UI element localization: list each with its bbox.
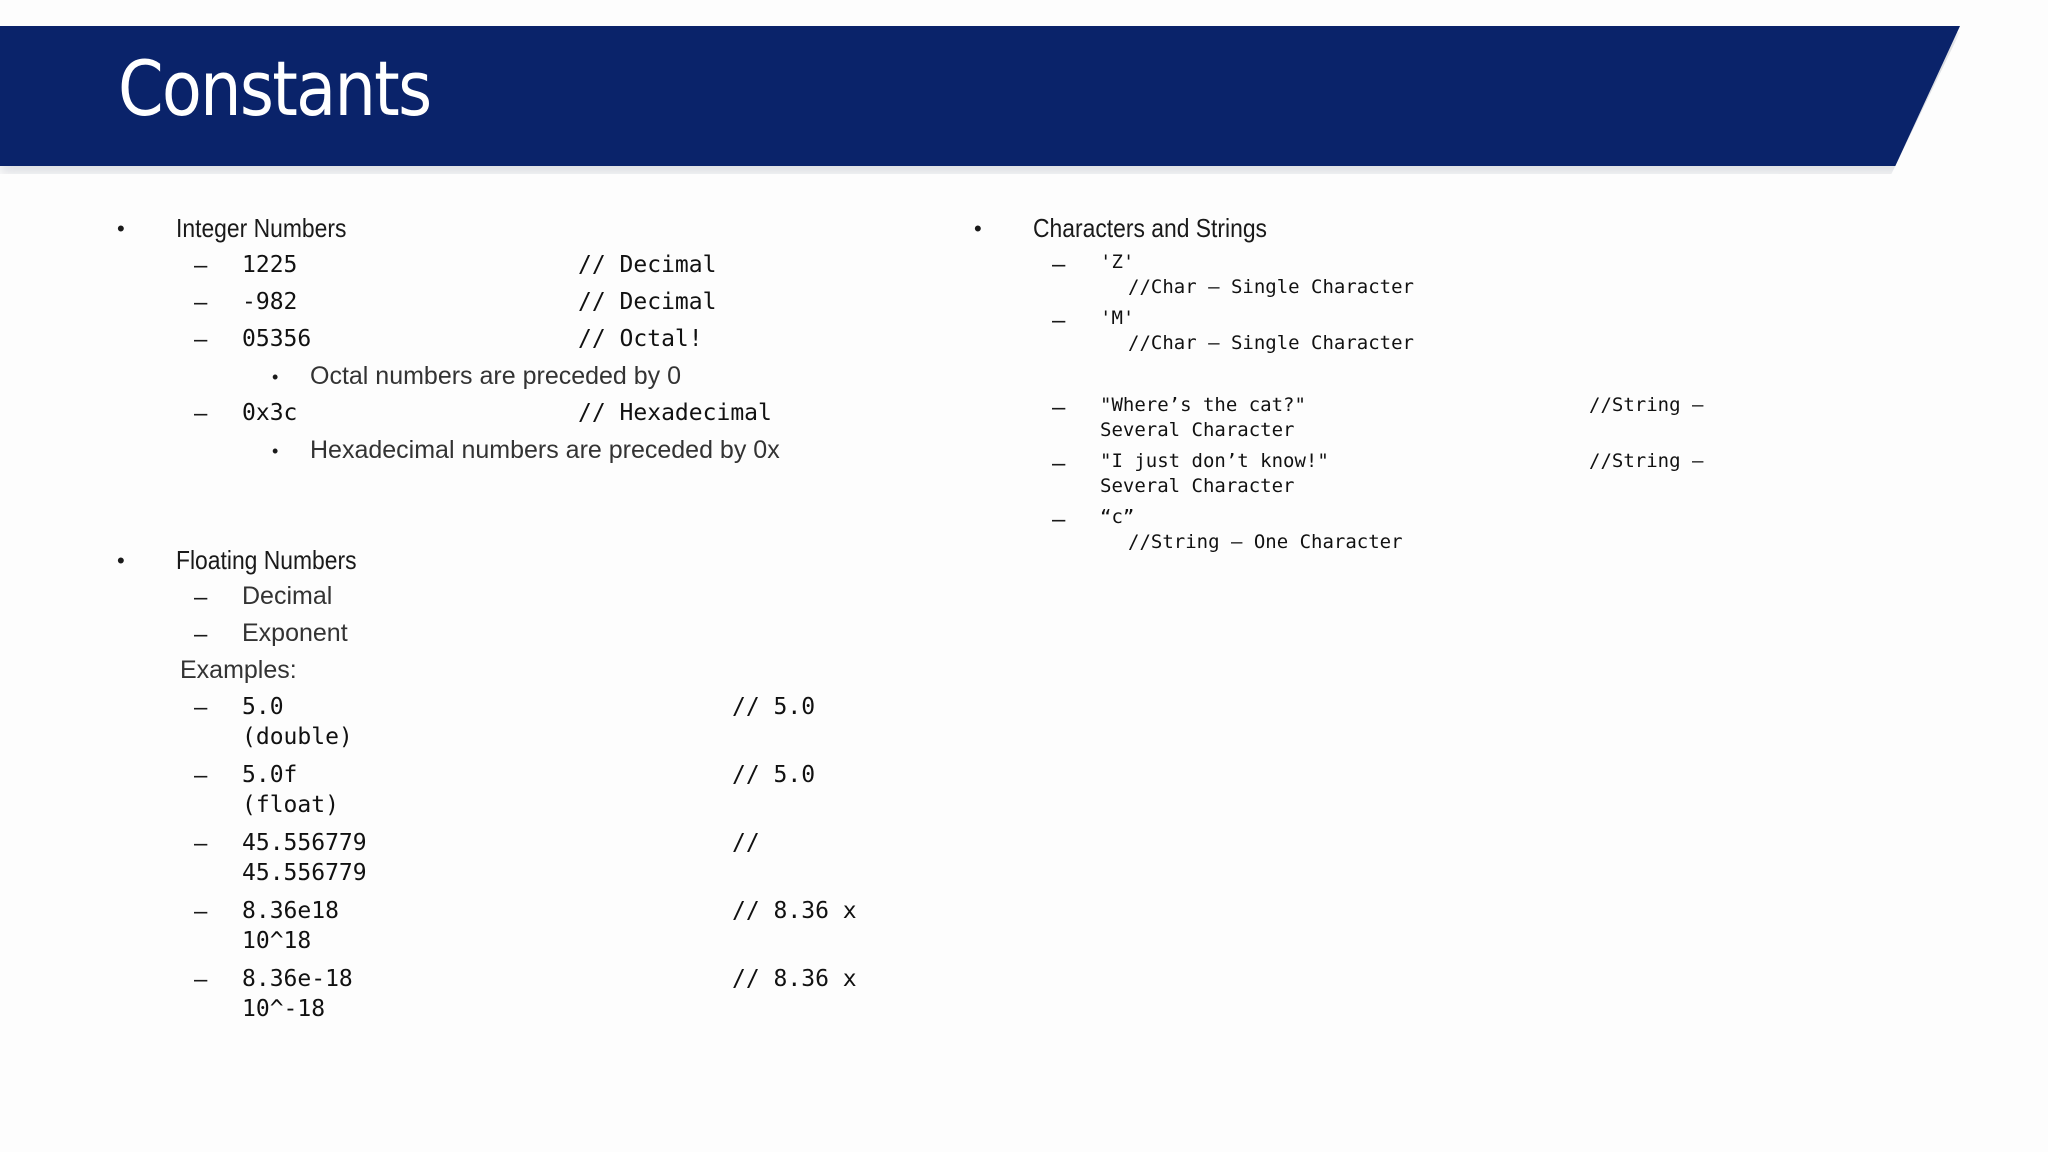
string-comment-3: //String – bbox=[1589, 394, 1704, 416]
dash-icon: – bbox=[1052, 450, 1066, 477]
float-example-comment-2: // 5.0 bbox=[732, 762, 816, 788]
dash-icon: – bbox=[194, 400, 208, 427]
octal-note: Octal numbers are preceded by 0 bbox=[310, 362, 682, 390]
hex-note: Hexadecimal numbers are preceded by 0x bbox=[310, 436, 780, 464]
string-cont-3: Several Character bbox=[1100, 419, 1295, 441]
dash-icon: – bbox=[194, 762, 208, 789]
dash-icon: – bbox=[1052, 307, 1066, 334]
dash-icon: – bbox=[194, 830, 208, 857]
integer-code-1: 1225 bbox=[242, 252, 298, 278]
slide-title: Constants bbox=[118, 44, 431, 133]
floating-kind-exponent: Exponent bbox=[242, 619, 348, 647]
string-code-5: “c” bbox=[1100, 506, 1135, 528]
floating-heading: Floating Numbers bbox=[176, 545, 357, 575]
dash-icon: – bbox=[194, 694, 208, 721]
string-code-1: 'Z' bbox=[1100, 251, 1135, 273]
integer-heading: Integer Numbers bbox=[176, 213, 347, 243]
float-example-comment-5: // 8.36 x bbox=[732, 966, 857, 992]
bullet-icon: • bbox=[272, 367, 279, 387]
floating-kind-decimal: Decimal bbox=[242, 582, 333, 610]
dash-icon: – bbox=[194, 584, 208, 611]
float-example-comment-1: // 5.0 bbox=[732, 694, 816, 720]
dash-icon: – bbox=[194, 966, 208, 993]
float-example-code-4: 8.36e18 bbox=[242, 898, 339, 924]
dash-icon: – bbox=[1052, 394, 1066, 421]
string-code-3: "Where’s the cat?" bbox=[1100, 394, 1306, 416]
dash-icon: – bbox=[194, 289, 208, 316]
strings-heading: Characters and Strings bbox=[1033, 213, 1267, 243]
integer-code-2: -982 bbox=[242, 289, 298, 315]
integer-code-3: 05356 bbox=[242, 326, 312, 352]
bullet-icon: • bbox=[117, 216, 125, 241]
bullet-icon: • bbox=[974, 216, 982, 241]
string-comment-2: //Char – Single Character bbox=[1128, 332, 1414, 354]
string-comment-1: //Char – Single Character bbox=[1128, 276, 1414, 298]
string-code-2: 'M' bbox=[1100, 307, 1135, 329]
dash-icon: – bbox=[1052, 251, 1066, 278]
integer-code-4: 0x3c bbox=[242, 400, 298, 426]
string-code-4: "I just don’t know!" bbox=[1100, 450, 1329, 472]
float-example-code-2: 5.0f bbox=[242, 762, 298, 788]
integer-comment-1: // Decimal bbox=[578, 252, 717, 278]
float-example-code-3: 45.556779 bbox=[242, 830, 367, 856]
float-example-cont-3: 45.556779 bbox=[242, 860, 367, 886]
dash-icon: – bbox=[194, 621, 208, 648]
bullet-icon: • bbox=[272, 441, 279, 461]
float-example-cont-4: 10^18 bbox=[242, 928, 312, 954]
float-example-comment-4: // 8.36 x bbox=[732, 898, 857, 924]
float-example-code-1: 5.0 bbox=[242, 694, 284, 720]
examples-label: Examples: bbox=[180, 656, 297, 684]
float-example-cont-5: 10^-18 bbox=[242, 996, 326, 1022]
integer-comment-2: // Decimal bbox=[578, 289, 717, 315]
string-comment-5: //String – One Character bbox=[1128, 531, 1403, 553]
dash-icon: – bbox=[194, 898, 208, 925]
dash-icon: – bbox=[194, 326, 208, 353]
string-cont-4: Several Character bbox=[1100, 475, 1295, 497]
float-example-code-5: 8.36e-18 bbox=[242, 966, 353, 992]
string-comment-4: //String – bbox=[1589, 450, 1704, 472]
dash-icon: – bbox=[194, 252, 208, 279]
integer-comment-4: // Hexadecimal bbox=[578, 400, 772, 426]
float-example-comment-3: // bbox=[732, 830, 760, 856]
float-example-cont-1: (double) bbox=[242, 724, 353, 750]
bullet-icon: • bbox=[117, 548, 125, 573]
integer-comment-3: // Octal! bbox=[578, 326, 703, 352]
float-example-cont-2: (float) bbox=[242, 792, 339, 818]
dash-icon: – bbox=[1052, 506, 1066, 533]
